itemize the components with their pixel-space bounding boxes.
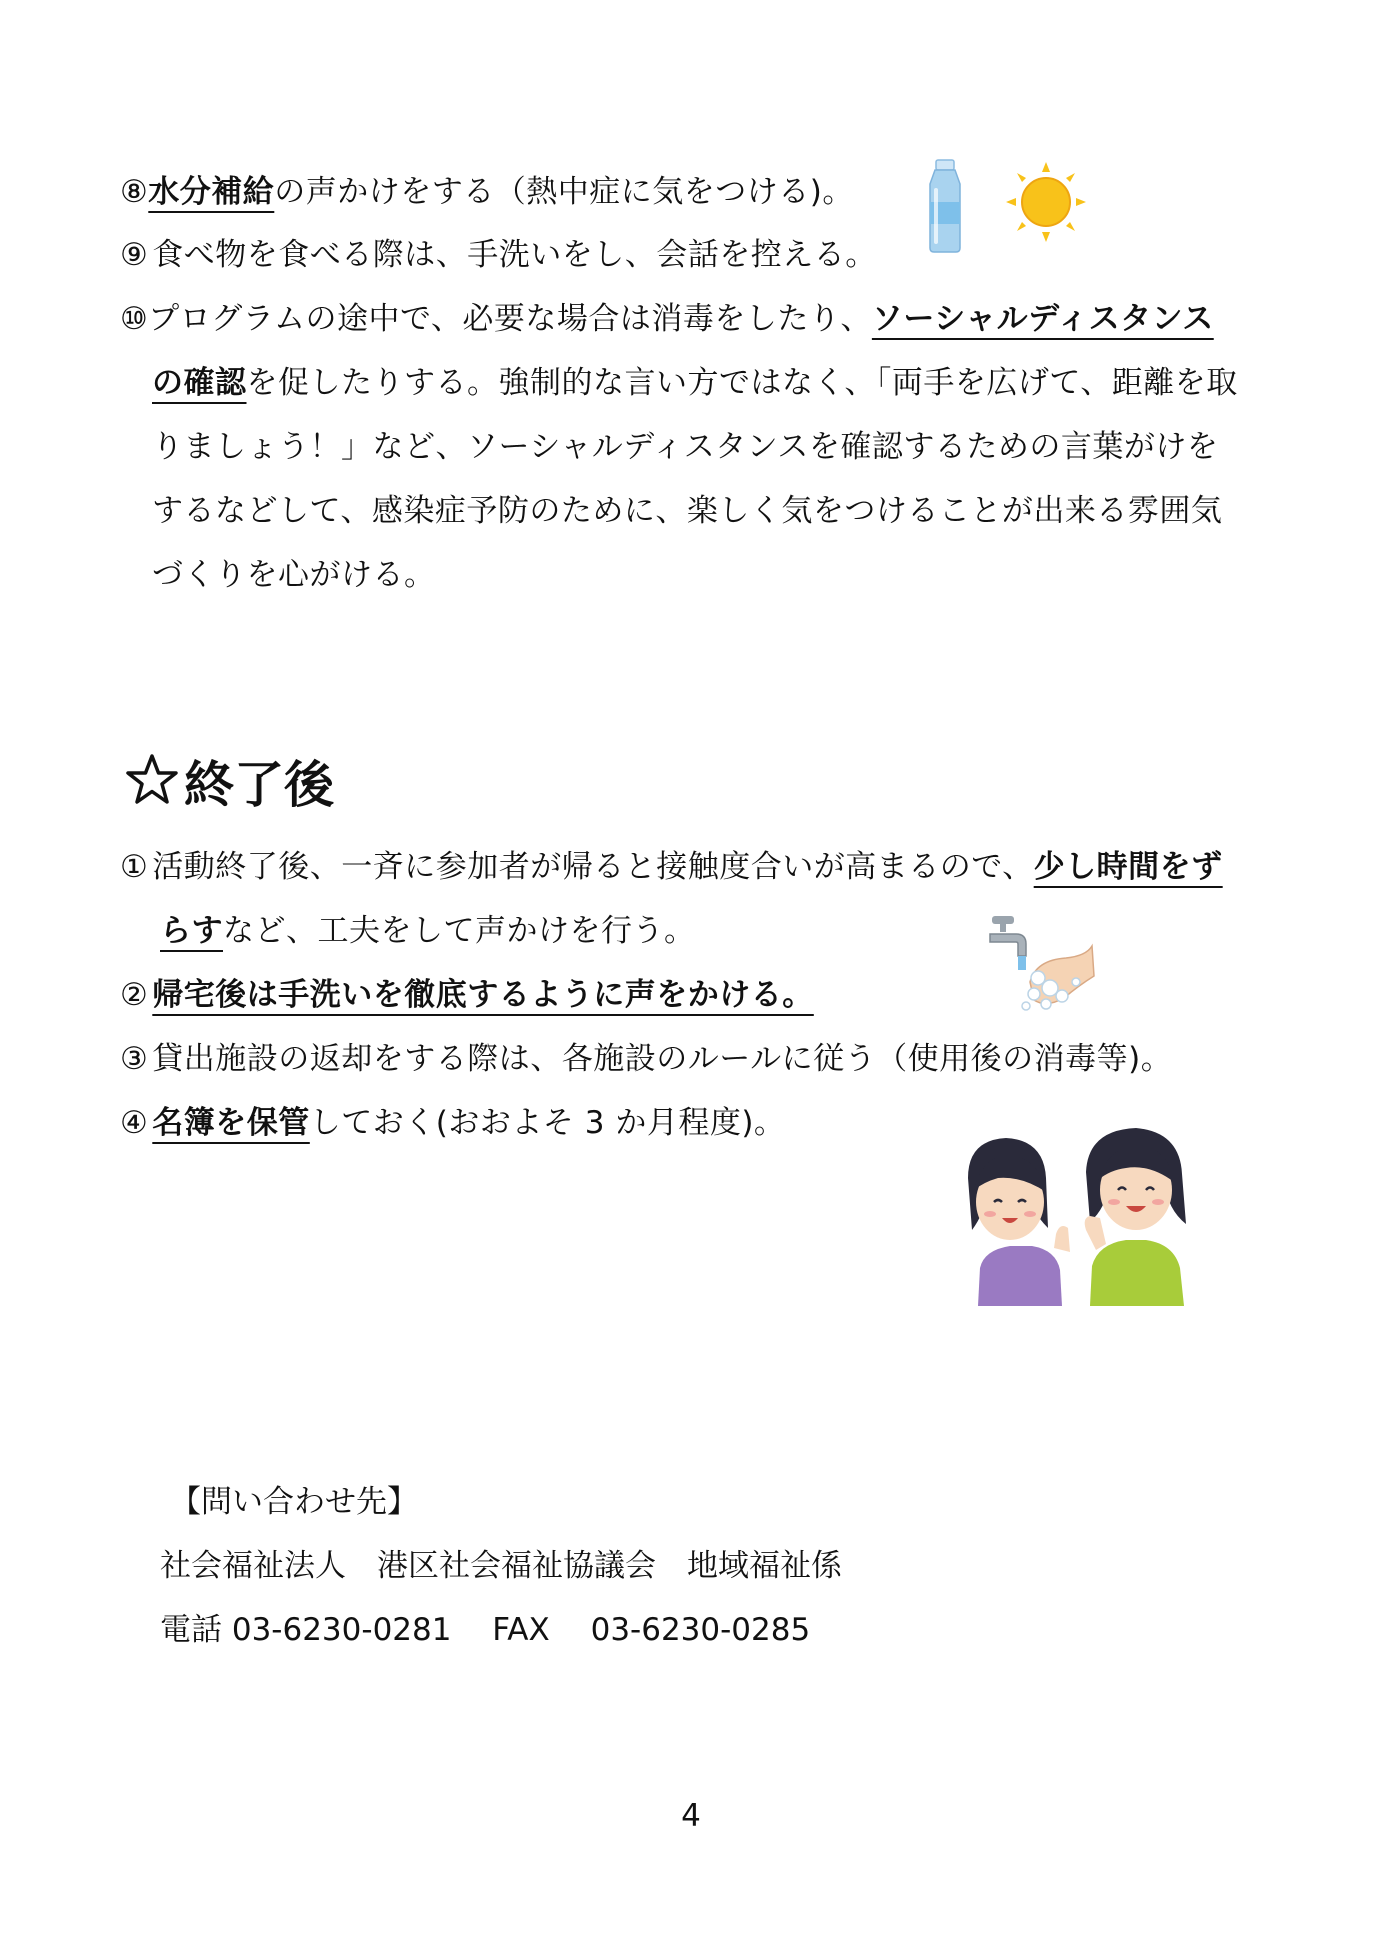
- item-10-number: ⑩: [120, 301, 149, 337]
- contact-phone-fax: 電話 03-6230-0281 FAX 03-6230-0285: [160, 1612, 811, 1648]
- item-10-line-4: するなどして、感染症予防のために、楽しく気をつけることが出来る雰囲気: [152, 493, 1223, 529]
- item-8-text: の声かけをする（熱中症に気をつける)。: [274, 174, 854, 210]
- item-9-number: ⑨: [120, 237, 149, 273]
- item-9-text: 食べ物を食べる際は、手洗いをし、会話を控える。: [152, 237, 877, 273]
- contact-organization: 社会福祉法人 港区社会福祉協議会 地域福祉係: [160, 1548, 842, 1584]
- after-item-4-number: ④: [120, 1105, 149, 1141]
- after-item-3-number: ③: [120, 1041, 149, 1077]
- after-item-1-bold-1: 少し時間をず: [1033, 849, 1223, 885]
- item-10-line-5: づくりを心がける。: [152, 557, 436, 593]
- after-item-1-line-2: [160, 911, 696, 951]
- after-item-2: [120, 975, 814, 1015]
- item-8: [120, 172, 854, 212]
- water-bottle-icon: [922, 158, 968, 254]
- after-item-4-bold: 名簿を保管: [152, 1105, 310, 1141]
- item-10-bold-1: ソーシャルディスタンス: [871, 301, 1214, 337]
- after-item-3: [120, 1039, 1172, 1079]
- item-10-text-2: を促したりする。強制的な言い方ではなく、「両手を広げて、距離を取: [246, 365, 1238, 401]
- after-item-2-bold: 帰宅後は手洗いを徹底するように声をかける。: [152, 977, 814, 1013]
- after-item-2-number: ②: [120, 977, 149, 1013]
- item-8-bold: 水分補給: [148, 174, 275, 210]
- item-10-line-2: [152, 363, 1238, 403]
- item-8-number: ⑧: [120, 174, 149, 210]
- after-item-4-text: しておく(おおよそ 3 か月程度)。: [309, 1105, 786, 1141]
- item-9: [120, 235, 877, 275]
- item-10-line-1: [120, 299, 1214, 339]
- after-item-3-text: 貸出施設の返却をする際は、各施設のルールに従う（使用後の消毒等)。: [152, 1041, 1173, 1077]
- page-number: 4: [681, 1798, 701, 1834]
- section-heading-text: 終了後: [184, 756, 334, 814]
- contact-label: 【問い合わせ先】: [170, 1484, 418, 1520]
- after-item-1-text-1: 活動終了後、一斉に参加者が帰ると接触度合いが高まるので、: [152, 849, 1034, 885]
- after-item-1-text-2: など、工夫をして声かけを行う。: [223, 913, 696, 949]
- item-10-bold-2: の確認: [152, 365, 247, 401]
- star-outline-icon: [124, 752, 180, 808]
- after-item-1-bold-2: らす: [160, 913, 223, 949]
- sun-icon: [1004, 160, 1088, 244]
- after-item-4: [120, 1103, 785, 1143]
- item-10-text-1: プログラムの途中で、必要な場合は消毒をしたり、: [148, 301, 872, 337]
- section-heading-after: [124, 752, 334, 815]
- after-item-1-line-1: [120, 847, 1223, 887]
- handwashing-icon: [986, 912, 1098, 1016]
- children-illustration: [950, 1118, 1200, 1306]
- item-10-line-3: りましょう！」など、ソーシャルディスタンスを確認するための言葉がけを: [152, 429, 1219, 465]
- after-item-1-number: ①: [120, 849, 149, 885]
